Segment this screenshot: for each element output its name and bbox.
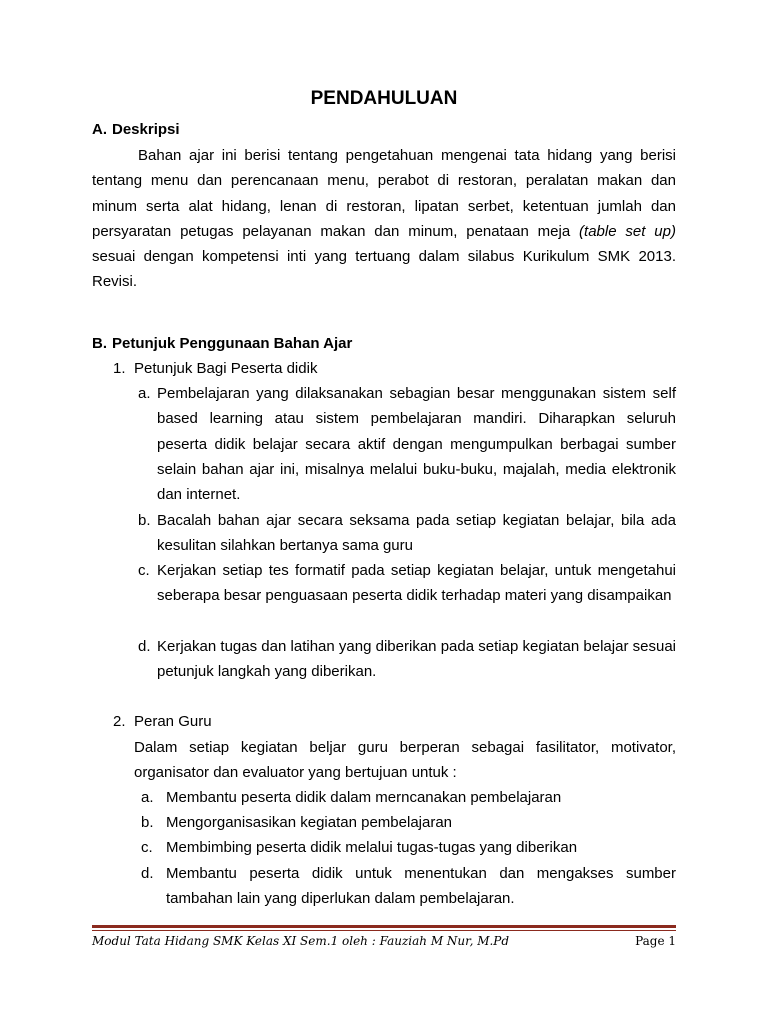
list-marker: a. [141,789,154,806]
footer-page-number: Page 1 [635,934,676,948]
list-marker: d. [138,638,151,655]
list-text: Membantu peserta didik untuk menentukan dan mengakses sumber tambahan lain yang diperlukan dalam pembelajaran. [166,865,676,908]
section-b-heading [92,335,352,352]
list-text: Bacalah bahan ajar secara seksama pada setiap kegiatan belajar, bila ada kesulitan silahkan bertanya sama guru [157,512,676,555]
section-b-title: Petunjuk Penggunaan Bahan Ajar [112,335,353,352]
list-text: Mengorganisasikan kegiatan pembelajaran [166,814,453,831]
sub2-intro [134,735,676,786]
sub2-label: Peran Guru [134,713,212,730]
list-item [138,508,676,559]
list-item [141,835,676,860]
list-item [138,381,676,507]
list-marker: d. [141,865,154,882]
section-a-number: A. [92,121,107,138]
footer-rule-thin [92,930,676,931]
list-marker: b. [138,512,151,529]
list-marker: c. [138,562,150,579]
footer-module-credit: Modul Tata Hidang SMK Kelas XI Sem.1 oleh : Fauziah M Nur, M.Pd [92,934,510,948]
list-text: Kerjakan setiap tes formatif pada setiap kegiatan belajar, untuk mengetahui seberapa besar penguasaan peserta didik terhadap materi yang disampaikan [157,562,676,605]
list-item [141,810,676,835]
page-title: PENDAHULUAN [310,88,458,109]
section-a-italic-term: (table set up) [579,222,676,240]
sub1-label: Petunjuk Bagi Peserta didik [134,360,318,377]
list-marker: b. [141,814,154,831]
list-text: Membimbing peserta didik melalui tugas-tugas yang diberikan [166,839,578,856]
sub1-heading [113,356,676,381]
sub2-number: 2. [113,713,126,730]
section-b-number: B. [92,335,107,352]
sub2-intro-text: Dalam setiap kegiatan beljar guru berperan sebagai fasilitator, motivator, organisator dan evaluator yang bertujuan untuk : [134,739,676,782]
section-a-title: Deskripsi [112,121,180,138]
list-marker: a. [138,385,151,402]
list-text: Membantu peserta didik dalam merncanakan pembelajaran [166,789,562,806]
list-text: Pembelajaran yang dilaksanakan sebagian besar menggunakan sistem self based learning atau sistem pembelajaran mandiri. Diharapkan seluruh peserta didik belajar secara aktif dengan mengumpulkan berbagai sumber selain bahan ajar ini, misalnya melalui buku-buku, majalah, media elektronik dan internet. [157,385,676,504]
list-marker: c. [141,839,153,856]
section-a-text-2: sesuai dengan kompetensi inti yang tertuang dalam silabus Kurikulum SMK 2013. Revisi. [92,248,676,291]
sub2-heading [113,709,676,734]
list-item [138,634,676,685]
footer-rule-thick [92,925,676,928]
list-item [141,861,676,912]
section-a-heading [92,121,180,138]
section-a-paragraph [92,143,676,295]
list-item [141,785,676,810]
section-a-text-1: Bahan ajar ini berisi tentang pengetahuan mengenai tata hidang yang berisi tentang menu dan perencanaan menu, perabot di restoran, peralatan makan dan minum serta alat hidang, lenan di restoran, lipatan serbet, ketentuan jumlah dan persyaratan petugas pelayanan makan dan minum, penataan meja [92,147,676,240]
sub1-number: 1. [113,360,126,377]
list-item [138,558,676,609]
list-text: Kerjakan tugas dan latihan yang diberikan pada setiap kegiatan belajar sesuai petunjuk langkah yang diberikan. [157,638,676,681]
